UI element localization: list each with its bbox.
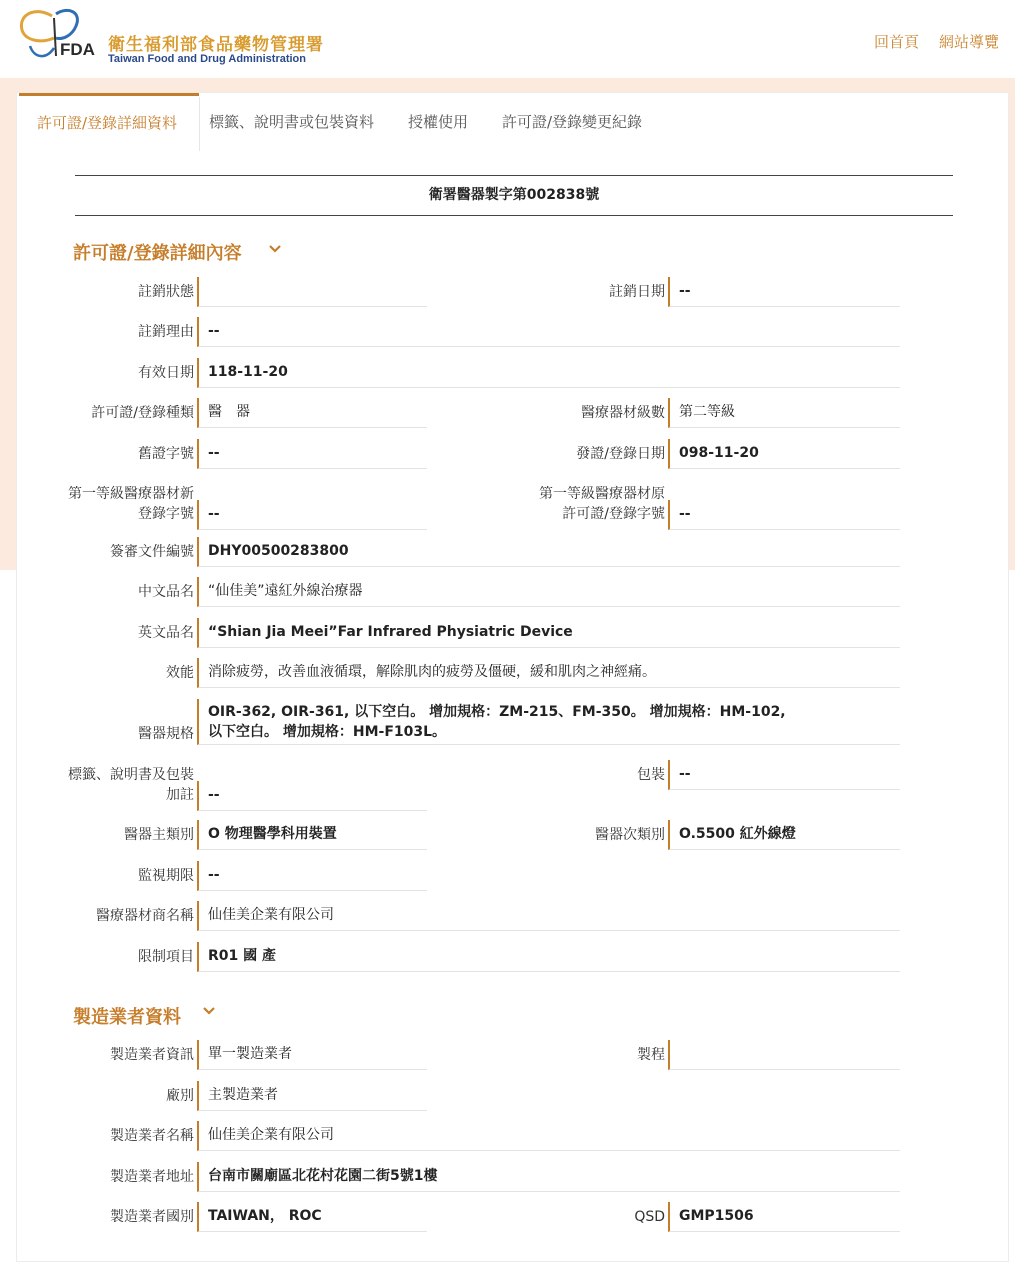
- restriction-label: 限制項目: [138, 949, 194, 965]
- tab-authorization[interactable]: 授權使用: [408, 113, 469, 131]
- doc-no-label: 簽審文件編號: [110, 544, 194, 560]
- factory-value: 主製造業者: [197, 1081, 427, 1111]
- tab-bar: [17, 93, 1008, 153]
- top-links: [874, 31, 999, 52]
- manufacturer-info-value: 單一製造業者: [197, 1040, 427, 1070]
- label-note-label-line2: 加註: [166, 787, 194, 803]
- name-zh-label: 中文品名: [138, 584, 194, 600]
- device-class-label: 醫療器材級數: [581, 405, 665, 421]
- spec-value: [197, 699, 900, 745]
- monitor-value: --: [197, 861, 427, 891]
- spec-value-line2: 以下空白。 增加規格：HM-F103L。: [208, 724, 447, 740]
- license-type-label: 許可證/登錄種類: [91, 405, 194, 421]
- monitor-label: 監視期限: [138, 868, 194, 884]
- tab-change-history[interactable]: 許可證/登錄變更紀錄: [502, 113, 643, 131]
- tab-license-details[interactable]: 許可證/登錄詳細資料: [19, 93, 199, 153]
- manufacturer-section-title[interactable]: 製造業者資料: [73, 1007, 181, 1028]
- factory-label: 廠別: [166, 1088, 194, 1104]
- cancel-reason-label: 註銷理由: [138, 324, 194, 340]
- spec-value-line1: OIR-362, OIR-361, 以下空白。 增加規格：ZM-215、FM-350。 增加規格：HM-102,: [208, 704, 786, 720]
- sub-category-value: O.5500 紅外線燈: [668, 820, 900, 850]
- chevron-down-icon[interactable]: [267, 241, 283, 257]
- class1-new-label-line2: 登錄字號: [138, 506, 194, 522]
- cancel-status-value: [197, 277, 427, 307]
- cancel-reason-value: --: [197, 317, 900, 347]
- home-link[interactable]: 回首頁: [873, 33, 919, 51]
- manufacturer-name-value: 仙佳美企業有限公司: [197, 1121, 900, 1151]
- qsd-label: QSD: [634, 1209, 665, 1225]
- chevron-down-icon[interactable]: [201, 1003, 217, 1019]
- class1-orig-label-line2: 許可證/登錄字號: [562, 506, 665, 522]
- license-type-value: 醫 器: [197, 398, 427, 428]
- spec-label: 醫器規格: [138, 726, 194, 742]
- site-header: [0, 0, 1015, 78]
- manufacturer-address-value: 台南市關廟區北花村花園二街5號1樓: [197, 1162, 900, 1192]
- sitemap-link[interactable]: 網站導覽: [938, 33, 999, 51]
- qsd-value: GMP1506: [668, 1202, 900, 1232]
- valid-date-label: 有效日期: [138, 365, 194, 381]
- main-category-label: 醫器主類別: [124, 827, 194, 843]
- manufacturer-address-label: 製造業者地址: [110, 1169, 194, 1185]
- vendor-value: 仙佳美企業有限公司: [197, 901, 900, 931]
- manufacturer-name-label: 製造業者名稱: [110, 1128, 194, 1144]
- org-name-en: Taiwan Food and Drug Administration: [108, 53, 306, 65]
- class1-orig-label: [507, 484, 665, 524]
- class1-orig-label-line1: 第一等級醫療器材原: [539, 486, 665, 502]
- details-section-title[interactable]: 許可證/登錄詳細內容: [73, 243, 242, 264]
- name-en-value: “Shian Jia Meei”Far Infrared Physiatric Device: [197, 618, 900, 648]
- vendor-label: 醫療器材商名稱: [96, 908, 194, 924]
- doc-no-value: DHY00500283800: [197, 537, 900, 567]
- sub-category-label: 醫器次類別: [595, 827, 665, 843]
- restriction-value: R01 國 產: [197, 942, 900, 972]
- label-note-value: --: [197, 781, 427, 811]
- name-zh-value: “仙佳美”遠紅外線治療器: [197, 577, 900, 607]
- class1-new-value: --: [197, 500, 427, 530]
- issue-date-label: 發證/登錄日期: [576, 446, 665, 462]
- tab-divider: [199, 97, 200, 151]
- efficacy-value: 消除疲勞，改善血液循環，解除肌肉的疲勞及僵硬，緩和肌肉之神經痛。: [197, 658, 900, 688]
- name-en-label: 英文品名: [138, 625, 194, 641]
- packaging-label: 包裝: [637, 767, 665, 783]
- manufacturer-info-label: 製造業者資訊: [110, 1047, 194, 1063]
- process-value: [668, 1040, 900, 1070]
- old-cert-label: 舊證字號: [138, 446, 194, 462]
- device-class-value: 第二等級: [668, 398, 900, 428]
- valid-date-value: 118-11-20: [197, 358, 900, 388]
- label-note-label-line1: 標籤、說明書及包裝: [68, 767, 194, 783]
- tab-labels-packaging[interactable]: 標籤、說明書或包裝資料: [209, 113, 375, 131]
- main-category-value: O 物理醫學科用裝置: [197, 820, 427, 850]
- process-label: 製程: [637, 1047, 665, 1063]
- efficacy-label: 效能: [166, 665, 194, 681]
- logo-fda-text: FDA: [60, 40, 95, 59]
- class1-new-label-line1: 第一等級醫療器材新: [68, 486, 194, 502]
- manufacturer-country-label: 製造業者國別: [110, 1209, 194, 1225]
- cancel-date-value: --: [668, 277, 900, 307]
- old-cert-value: --: [197, 439, 427, 469]
- class1-new-label: [37, 484, 194, 524]
- class1-orig-value: --: [668, 500, 900, 530]
- detail-panel: [16, 92, 1009, 1262]
- packaging-value: --: [668, 760, 900, 790]
- issue-date-value: 098-11-20: [668, 439, 900, 469]
- cancel-status-label: 註銷狀態: [138, 284, 194, 300]
- certificate-number: 衛署醫器製字第002838號: [75, 175, 953, 216]
- cancel-date-label: 註銷日期: [609, 284, 665, 300]
- manufacturer-country-value: TAIWAN， ROC: [197, 1202, 427, 1232]
- org-name-zh: 衛生福利部食品藥物管理署: [108, 35, 324, 55]
- label-note-label: [37, 765, 194, 805]
